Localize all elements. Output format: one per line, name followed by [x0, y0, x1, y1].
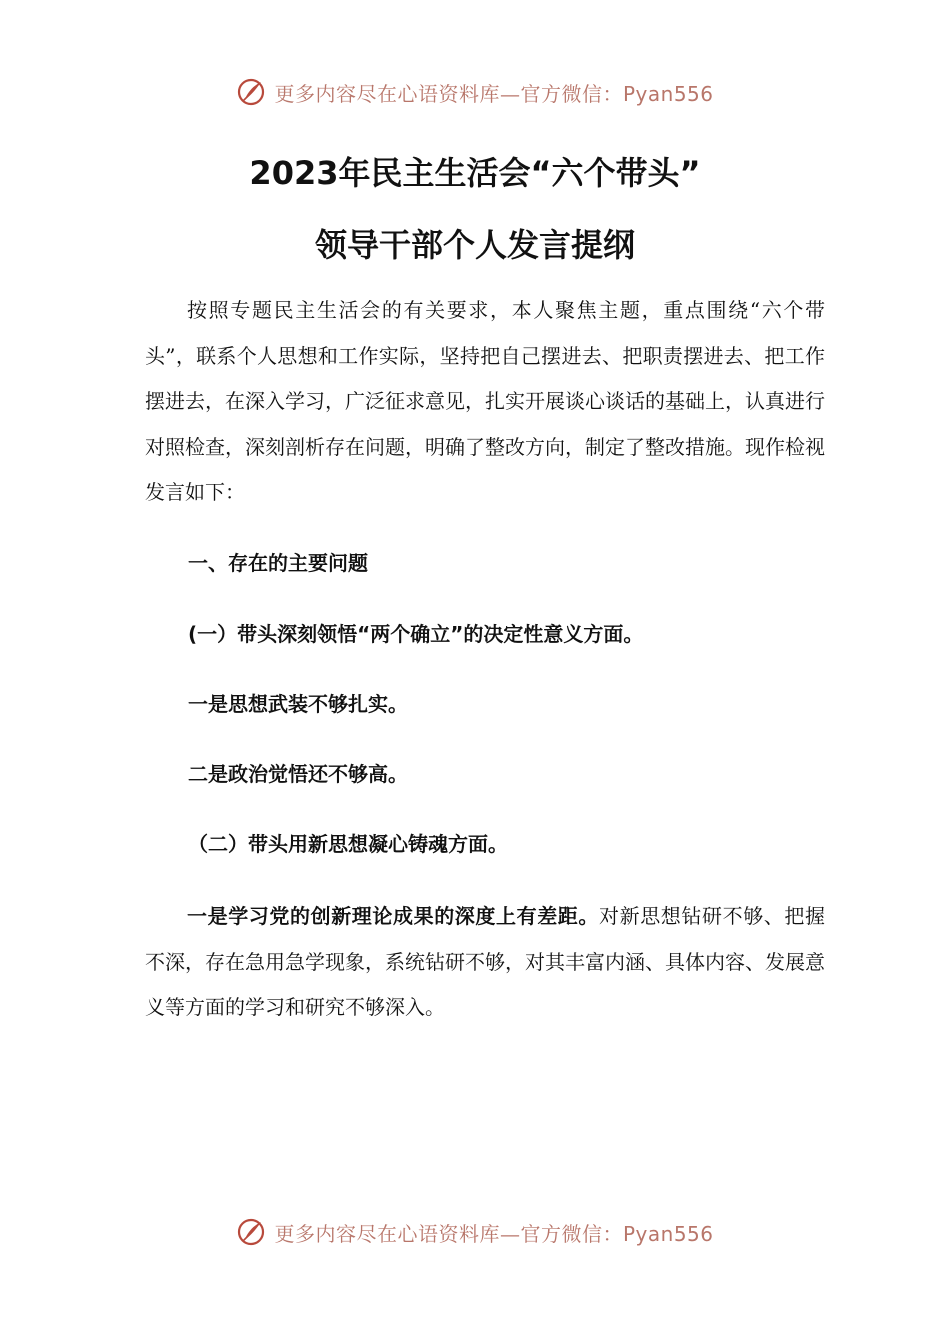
item-heading-2: 二是政治觉悟还不够高。 — [188, 762, 408, 786]
watermark-banner-bottom — [0, 1212, 950, 1252]
feather-quill-circle-icon — [236, 77, 266, 107]
study-gap-paragraph — [145, 894, 825, 1031]
intro-paragraph: 按照专题民主生活会的有关要求，本人聚焦主题，重点围绕“六个带头”，联系个人思想和工作实际，坚持把自己摆进去、把职责摆进去、把工作摆进去，在深入学习，广泛征求意见，扎实开展谈心谈话的基础上，认真进行对照检查，深刻剖析存在问题，明确了整改方向，制定了整改措施。现作检视发言如下： — [145, 298, 825, 504]
document-title-line2: 领导干部个人发言提纲 — [314, 226, 635, 264]
watermark-text: 更多内容尽在心语资料库—官方微信：Pyan556 — [274, 1221, 714, 1246]
item-heading-1: 一是思想武装不够扎实。 — [188, 692, 408, 716]
study-gap-lead: 一是学习党的创新理论成果的深度上有差距。 — [187, 904, 599, 928]
wechat-id: Pyan556 — [622, 1221, 714, 1246]
feather-quill-circle-icon — [236, 1217, 266, 1247]
section-heading-problems: 一、存在的主要问题 — [188, 551, 368, 575]
watermark-text: 更多内容尽在心语资料库—官方微信：Pyan556 — [274, 81, 714, 106]
watermark-banner-top — [0, 72, 950, 112]
document-title-line1: 2023年民主生活会“六个带头” — [249, 154, 701, 192]
subsection-heading-1: (一）带头深刻领悟“两个确立”的决定性意义方面。 — [188, 622, 644, 646]
subsection-heading-2: （二）带头用新思想凝心铸魂方面。 — [188, 832, 508, 856]
study-gap-body: 对新思想钻研不够、把握不深，存在急用急学现象，系统钻研不够，对其丰富内涵、具体内容、发展意义等方面的学习和研究不够深入。 — [145, 904, 826, 1019]
wechat-id: Pyan556 — [622, 81, 714, 106]
